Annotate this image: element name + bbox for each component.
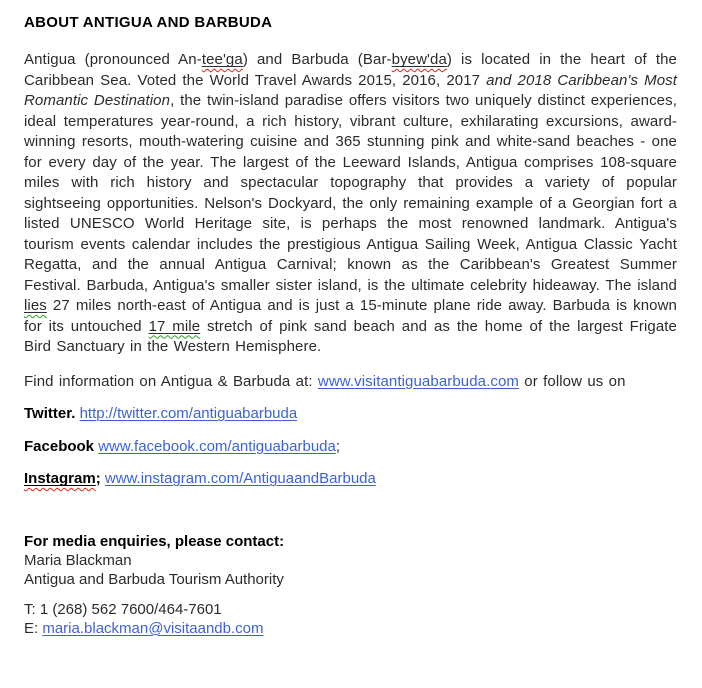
text-run: 27 miles north-east of Antigua and is just a 15-minute plane ride away. Barbuda is known for its untouched bbox=[24, 297, 677, 335]
find-info-paragraph bbox=[24, 372, 677, 393]
text-run: ) and Barbuda (Bar- bbox=[242, 51, 392, 68]
facebook-line bbox=[24, 437, 677, 458]
text-run: tee'ga bbox=[201, 51, 243, 68]
text-run: byew'da bbox=[391, 51, 447, 68]
text-run: Antigua (pronounced An- bbox=[24, 51, 202, 68]
email-prefix: E: bbox=[24, 619, 43, 637]
spellcheck-word bbox=[202, 51, 243, 68]
text-run: or follow us on bbox=[519, 372, 626, 390]
separator: ; bbox=[95, 470, 105, 487]
text-run: , the twin-island paradise offers visitors two uniquely distinct experiences, ideal temperatures year-round, a rich history, vibrant culture, exhilarating excursions, award-winning resorts, mouth-watering cuisine and 365 stunning pink and white-sand beaches - one for every day of the year. The largest of the Leeward Islands, Antigua comprises 108-square miles with rich history and spectacular topography that provides a variety of popular sightseeing opportunities. Nelson's Dockyard, the only remaining example of a Georgian fort a listed UNESCO World Heritage site, is perhaps the most renowned landmark. Antigua's tourism events calendar includes the prestigious Antigua Sailing Week, Antigua Classic Yacht Regatta, and the annual Antigua Carnival; known as the Caribbean's Greatest Summer Festival. Barbuda, Antigua's smaller sister island, is the ultimate celebrity hideaway. The island bbox=[24, 92, 677, 294]
spellcheck-word bbox=[392, 51, 447, 68]
page-title: ABOUT ANTIGUA AND BARBUDA bbox=[24, 14, 273, 31]
media-enquiries-heading: For media enquiries, please contact: bbox=[24, 532, 285, 550]
italic-text-run: and 2018 Caribbean's Most Romantic Destination bbox=[24, 71, 677, 109]
twitter-link[interactable]: http://twitter.com/antiguabarbuda bbox=[79, 405, 298, 422]
contact-email-line bbox=[24, 619, 677, 638]
facebook-link[interactable]: www.facebook.com/antiguabarbuda bbox=[98, 437, 336, 455]
text-run: stretch of pink sand beach and as the home of the largest Frigate Bird Sanctuary in the Western Hemisphere. bbox=[24, 317, 678, 355]
instagram-label bbox=[24, 470, 96, 487]
twitter-line bbox=[24, 404, 677, 425]
twitter-label: Twitter bbox=[24, 405, 72, 422]
text-run: Instagram bbox=[24, 470, 96, 487]
text-run: lies bbox=[24, 297, 47, 314]
email-link[interactable]: maria.blackman@visitaandb.com bbox=[42, 619, 264, 637]
about-paragraph bbox=[24, 50, 677, 358]
contact-name: Maria Blackman bbox=[24, 551, 132, 569]
separator: . bbox=[71, 405, 80, 422]
grammar-check-word bbox=[24, 297, 47, 314]
facebook-label: Facebook bbox=[24, 437, 95, 455]
text-run: Find information on Antigua & Barbuda at: bbox=[24, 372, 318, 390]
contact-organization: Antigua and Barbuda Tourism Authority bbox=[24, 570, 284, 588]
contact-phone: T: 1 (268) 562 7600/464-7601 bbox=[24, 600, 222, 618]
grammar-check-word bbox=[149, 318, 201, 335]
text-run: 17 mile bbox=[148, 317, 201, 335]
instagram-link[interactable]: www.instagram.com/AntiguaandBarbuda bbox=[104, 470, 376, 487]
text-run: ; bbox=[335, 437, 341, 455]
text-run: ) is located in the heart of the Caribbean Sea. Voted the World Travel Awards 2015, 2016, 2017 bbox=[24, 51, 677, 89]
visit-antigua-barbuda-link[interactable]: www.visitantiguabarbuda.com bbox=[317, 372, 520, 390]
instagram-line bbox=[24, 469, 677, 490]
